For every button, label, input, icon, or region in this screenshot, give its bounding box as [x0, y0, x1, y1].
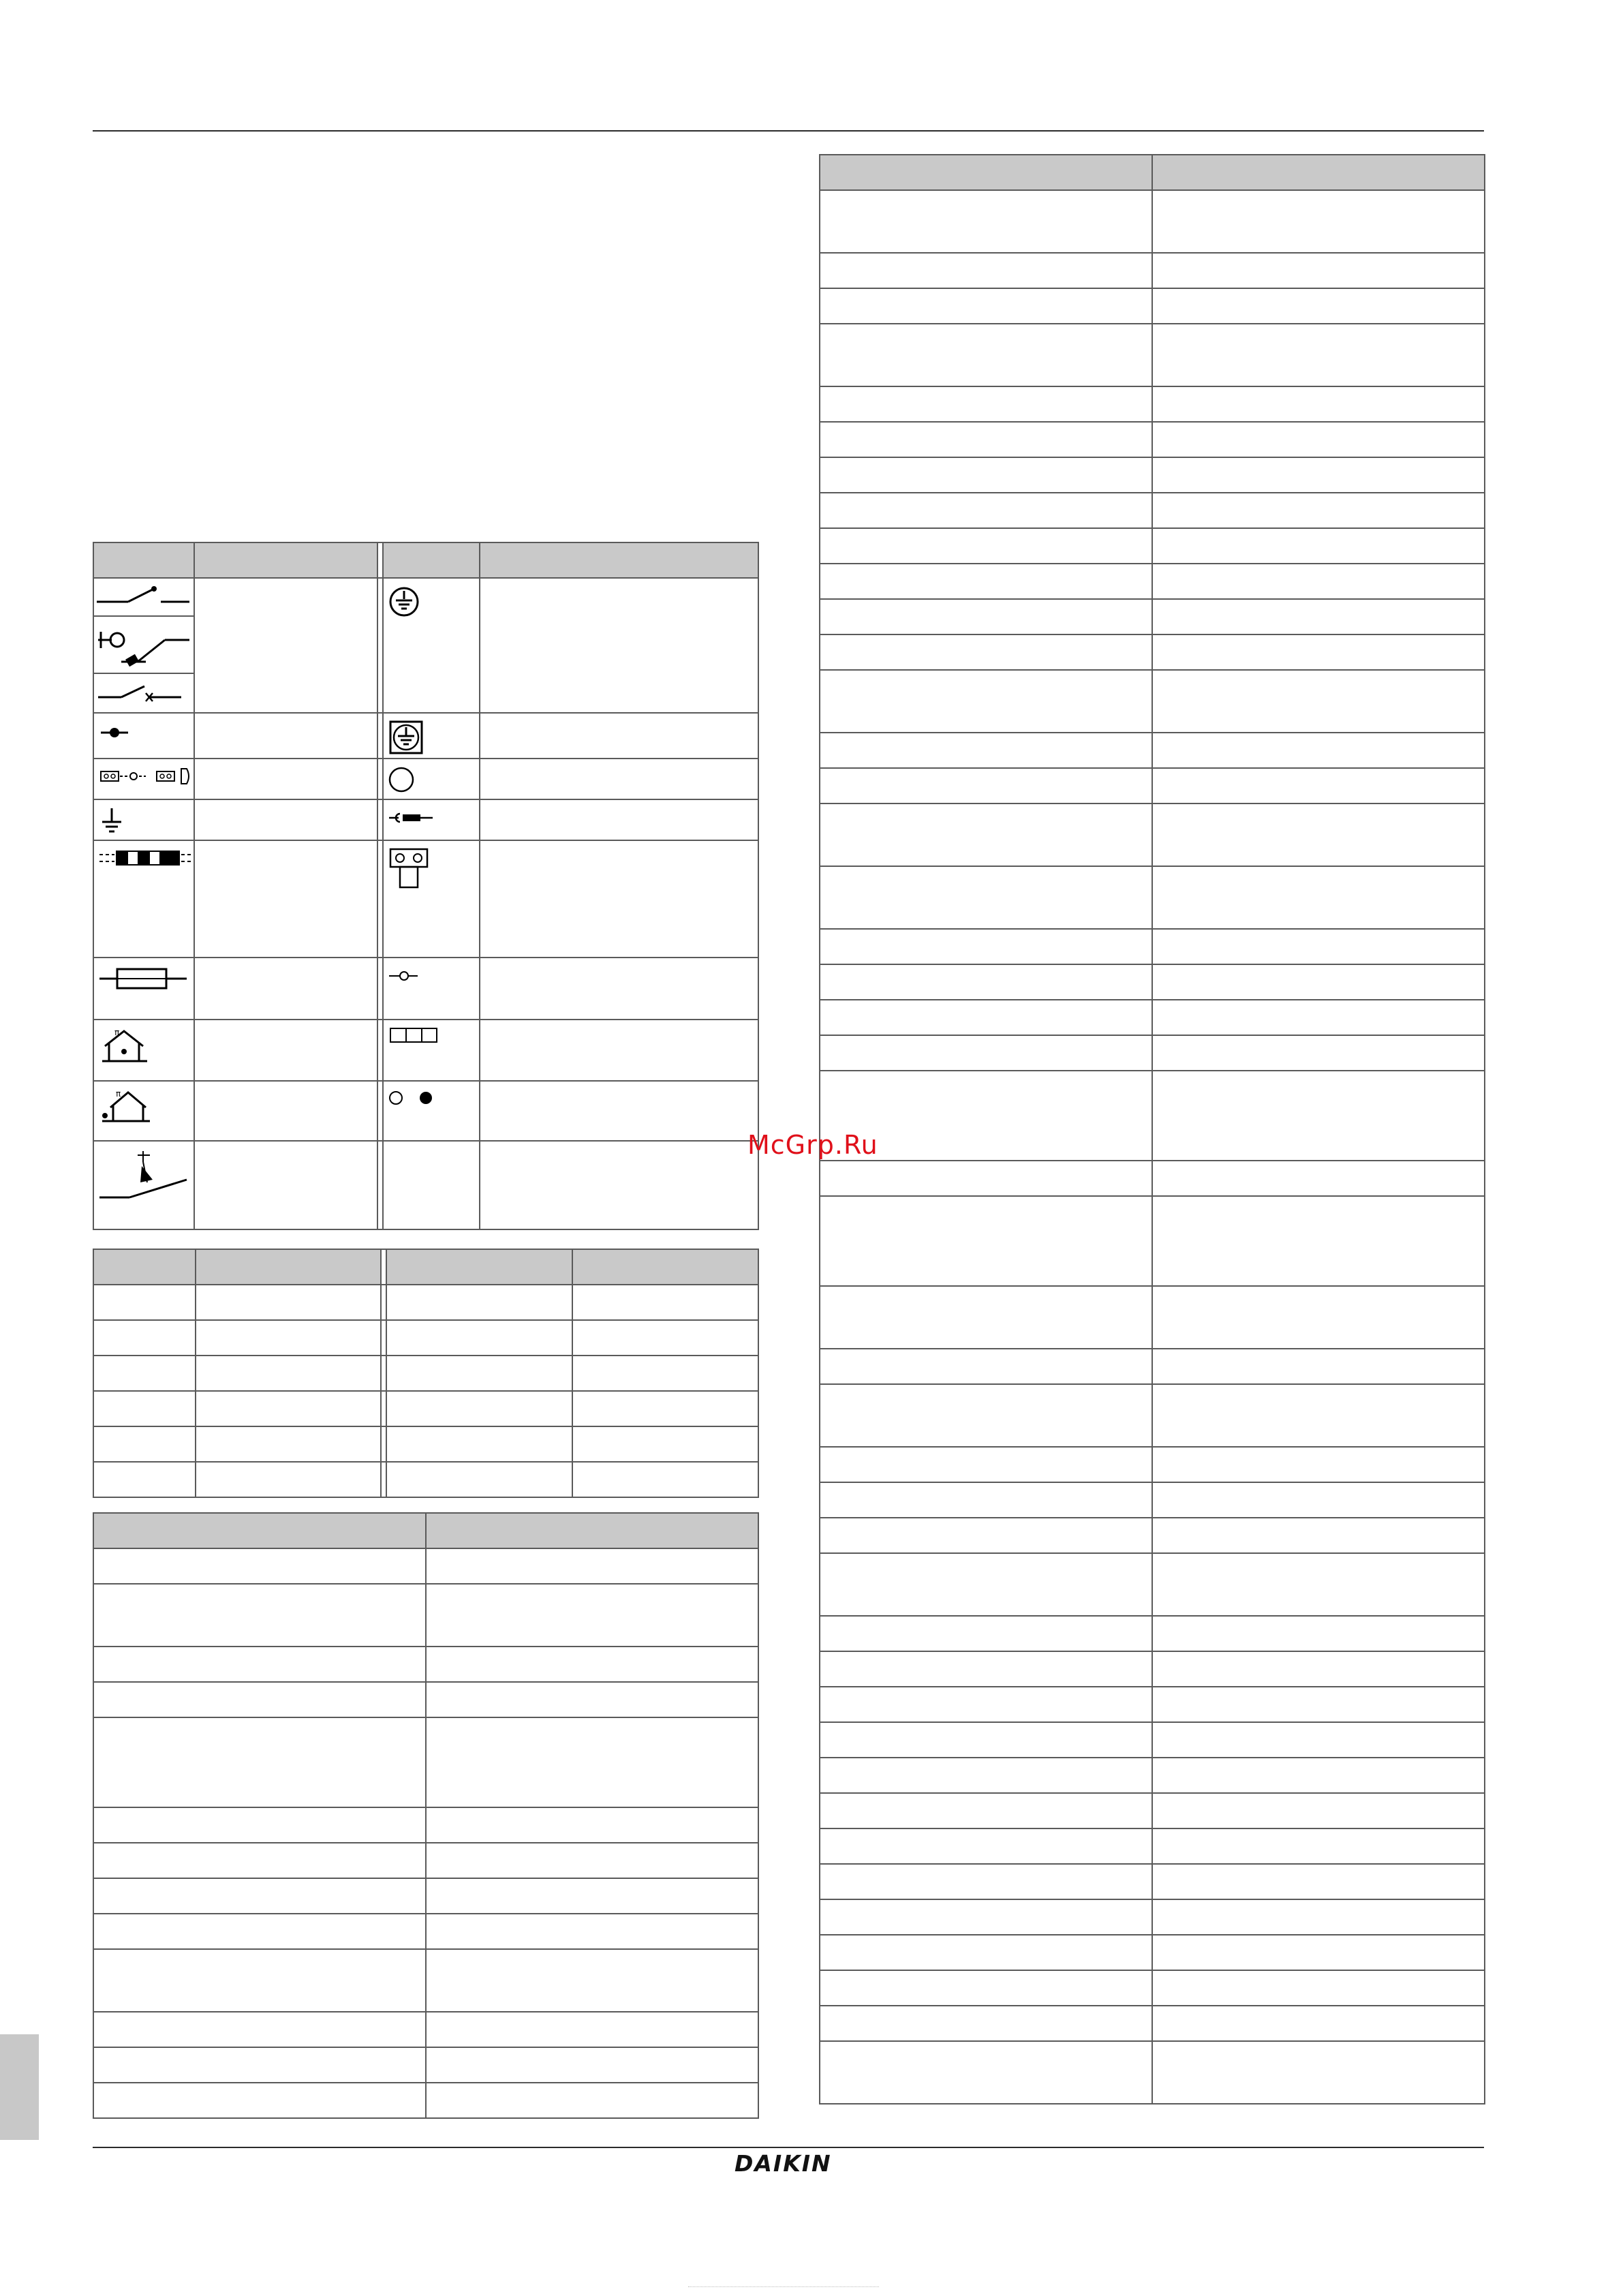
col-meaning-1 — [194, 542, 377, 578]
table-row — [93, 1356, 758, 1391]
svg-text:π: π — [114, 1028, 120, 1037]
table-row — [820, 1864, 1485, 1899]
table-row — [820, 386, 1485, 422]
table-row — [820, 1935, 1485, 1970]
table-row — [820, 1349, 1485, 1384]
brand-logo: DAIKIN — [735, 2150, 832, 2177]
table-row — [820, 288, 1485, 324]
table-row — [820, 599, 1485, 634]
protective-earth-icon — [388, 584, 426, 619]
terminal-strip-icon — [388, 1026, 442, 1046]
table-row — [820, 803, 1485, 866]
symbols-table — [93, 542, 759, 1230]
table-row — [820, 2041, 1485, 2104]
table-row — [820, 1899, 1485, 1935]
col-symbol-1 — [93, 542, 194, 578]
table-row — [820, 324, 1485, 386]
surge-protection-icon — [98, 1147, 196, 1204]
table-row — [93, 840, 758, 958]
legend-table-right — [819, 154, 1485, 2104]
table-row — [93, 1462, 758, 1497]
table-row — [820, 1616, 1485, 1651]
table-row — [820, 1758, 1485, 1793]
table-row — [93, 1584, 758, 1647]
table-row — [820, 768, 1485, 803]
fuse-icon — [98, 964, 196, 998]
open-closed-terminals-icon — [388, 1087, 442, 1112]
table-row — [820, 1553, 1485, 1616]
table-row — [93, 1320, 758, 1356]
table-row — [820, 457, 1485, 493]
table-row — [820, 1793, 1485, 1828]
table-row — [820, 929, 1485, 964]
table-row — [820, 1518, 1485, 1553]
table-row — [820, 634, 1485, 670]
switch-open-icon — [94, 579, 194, 617]
table-row — [93, 1843, 758, 1878]
field-wiring-icon — [98, 846, 196, 871]
table-row — [93, 2047, 758, 2083]
table-row — [93, 1682, 758, 1717]
table-row — [93, 1717, 758, 1807]
table-row — [93, 1391, 758, 1426]
connector-icon — [98, 765, 196, 789]
table-row — [93, 799, 758, 840]
table-row — [93, 2012, 758, 2047]
table-row — [93, 1914, 758, 1949]
table-row — [93, 958, 758, 1020]
ground-icon — [98, 806, 132, 836]
table-row — [93, 1141, 758, 1229]
table-row — [93, 1081, 758, 1141]
table-row — [820, 528, 1485, 564]
table-row — [820, 1035, 1485, 1071]
terminal-icon — [388, 964, 429, 988]
table-row — [820, 1384, 1485, 1447]
col-symbol-2 — [383, 542, 480, 578]
table-row — [93, 2083, 758, 2118]
table-row — [820, 1000, 1485, 1035]
table-row — [820, 964, 1485, 1000]
table-row — [820, 733, 1485, 768]
table-row — [820, 253, 1485, 288]
table-row — [93, 1548, 758, 1584]
table-row — [820, 1651, 1485, 1687]
outdoor-unit-icon — [98, 1087, 166, 1131]
earth-boxed-icon — [388, 719, 429, 756]
table-row — [93, 578, 758, 713]
side-tab — [0, 2034, 39, 2140]
col-meaning-2 — [480, 542, 758, 578]
table-row — [820, 1722, 1485, 1758]
table-row — [820, 190, 1485, 253]
table-row — [820, 564, 1485, 599]
watermark-text: McGrp.Ru — [747, 1130, 878, 1160]
table-row — [93, 1020, 758, 1081]
table-row — [93, 1647, 758, 1682]
top-rule — [93, 130, 1484, 132]
terminal-block-icon — [388, 846, 435, 890]
table-row — [93, 713, 758, 759]
table-row — [820, 866, 1485, 929]
table-row — [820, 670, 1485, 733]
table-row — [820, 2006, 1485, 2041]
table-row — [93, 1285, 758, 1320]
table-row — [93, 1426, 758, 1462]
table-row — [820, 422, 1485, 457]
table-row — [93, 1807, 758, 1843]
table-row — [820, 493, 1485, 528]
table-row — [820, 1482, 1485, 1518]
table-row — [820, 1286, 1485, 1349]
svg-text:π: π — [116, 1089, 121, 1099]
table-row — [93, 759, 758, 799]
circle-icon — [388, 765, 422, 795]
bottom-rule — [93, 2147, 1484, 2148]
col-gap — [377, 542, 383, 578]
footer-line — [688, 2286, 879, 2293]
connection-point-icon — [98, 719, 139, 746]
table-row — [93, 1949, 758, 2012]
table-row — [820, 1970, 1485, 2006]
table-row — [820, 1828, 1485, 1864]
resistor-icon — [388, 806, 442, 830]
table-row — [820, 1447, 1485, 1482]
table-row — [820, 1687, 1485, 1722]
breaker-switch-icon — [94, 674, 194, 712]
colour-table — [93, 1249, 759, 1498]
table-row — [820, 1196, 1485, 1286]
indoor-unit-icon — [98, 1026, 166, 1069]
legend-table-left — [93, 1512, 759, 2119]
limit-switch-icon — [94, 617, 194, 674]
table-row — [93, 1878, 758, 1914]
table-row — [820, 1071, 1485, 1161]
table-row — [820, 1161, 1485, 1196]
